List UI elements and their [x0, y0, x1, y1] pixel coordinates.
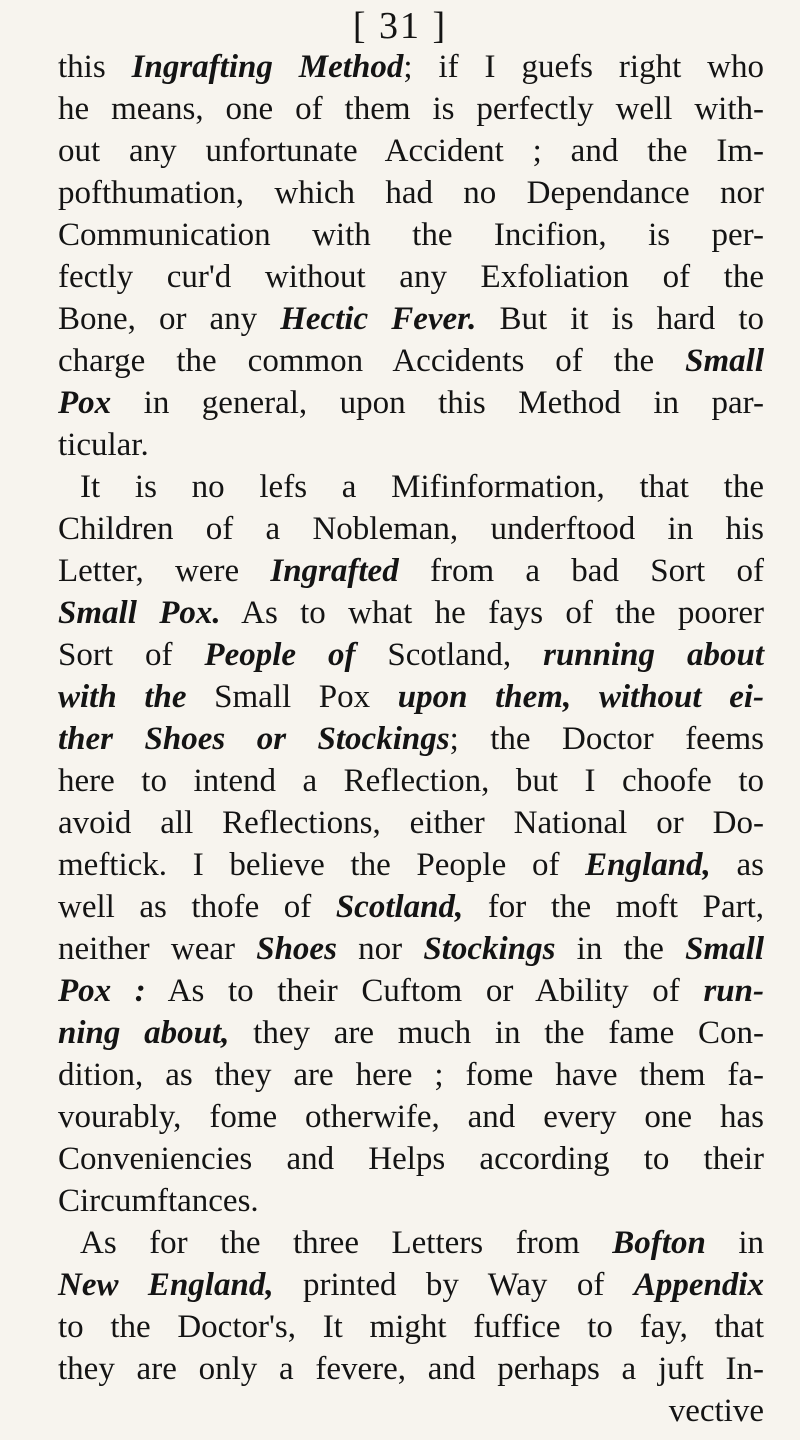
text-line	[58, 1138, 764, 1180]
italic-text: Bofton	[612, 1225, 706, 1261]
italic-text: Ingrafted	[270, 553, 399, 589]
roman-text: nor	[336, 931, 424, 967]
roman-text: meftick. I believe the People of	[58, 847, 586, 883]
roman-text: dition, as they are here ; fome have them fa-	[58, 1057, 764, 1093]
roman-text: ticular.	[58, 427, 149, 463]
text-line	[58, 46, 764, 88]
italic-text: Small	[685, 931, 764, 967]
roman-text: charge the common Accidents of the	[58, 343, 686, 379]
italic-text: Small	[685, 343, 764, 379]
roman-text: they are much in the fame Con-	[229, 1015, 764, 1051]
roman-text: here to intend a Reflection, but I choofe to	[58, 763, 764, 799]
roman-text: As for the three Letters from	[80, 1225, 613, 1261]
italic-text: upon them, without ei-	[397, 679, 765, 715]
text-line	[58, 1054, 764, 1096]
roman-text: As to their Cuftom or Ability of	[145, 973, 704, 1009]
text-line	[58, 1348, 764, 1390]
italic-text: New England,	[58, 1267, 274, 1303]
roman-text: as	[710, 847, 764, 883]
text-line	[58, 1180, 764, 1222]
roman-text: Small Pox	[186, 679, 398, 715]
roman-text: neither wear	[58, 931, 257, 967]
text-line	[58, 172, 764, 214]
text-line	[58, 844, 764, 886]
text-line	[58, 1012, 764, 1054]
text-line	[58, 550, 764, 592]
text-line	[58, 802, 764, 844]
italic-text: ning about,	[58, 1015, 230, 1051]
roman-text: well as thofe of	[58, 889, 336, 925]
roman-text: Letter, were	[58, 553, 271, 589]
page-number: [ 31 ]	[352, 5, 448, 47]
roman-text: avoid all Reflections, either National or Do-	[58, 805, 764, 841]
text-line	[58, 676, 764, 718]
text-line	[58, 886, 764, 928]
italic-text: Small Pox.	[58, 595, 221, 631]
text-line	[58, 718, 764, 760]
roman-text: they are only a fevere, and perhaps a juft In-	[58, 1351, 764, 1387]
italic-text: Hectic Fever.	[280, 301, 477, 337]
text-line	[58, 298, 764, 340]
text-line	[58, 928, 764, 970]
roman-text: from a bad Sort of	[398, 553, 764, 589]
roman-text: vective	[668, 1393, 764, 1429]
text-line	[58, 214, 764, 256]
roman-text: this	[58, 49, 132, 85]
italic-text: with the	[58, 679, 187, 715]
text-line	[58, 592, 764, 634]
italic-text: Appendix	[633, 1267, 764, 1303]
text-line	[58, 1222, 764, 1264]
roman-text: out any unfortunate Accident ; and the Im-	[58, 133, 764, 169]
roman-text: Communication with the Incifion, is per-	[58, 217, 764, 253]
roman-text: ; the Doctor feems	[449, 721, 764, 757]
italic-text: England,	[585, 847, 711, 883]
text-line	[58, 1096, 764, 1138]
text-line	[58, 382, 764, 424]
roman-text: printed by Way of	[273, 1267, 634, 1303]
text-line	[58, 466, 764, 508]
roman-text: for the moft Part,	[463, 889, 764, 925]
text-line	[58, 1306, 764, 1348]
italic-text: ther Shoes or Stockings	[58, 721, 450, 757]
text-line	[58, 508, 764, 550]
text-line	[58, 130, 764, 172]
italic-text: run-	[703, 973, 764, 1009]
text-line	[58, 760, 764, 802]
roman-text: vourably, fome otherwife, and every one has	[58, 1099, 764, 1135]
text-line	[58, 88, 764, 130]
italic-text: Pox :	[58, 973, 146, 1009]
roman-text: ; if I guefs right who	[403, 49, 765, 85]
roman-text: Circumftances.	[58, 1183, 259, 1219]
roman-text: Bone, or any	[58, 301, 281, 337]
roman-text: to the Doctor's, It might fuffice to fay, that	[58, 1309, 764, 1345]
italic-text: Stockings	[423, 931, 556, 967]
italic-text: Scotland,	[335, 889, 464, 925]
text-line	[58, 634, 764, 676]
italic-text: Ingrafting Method	[131, 49, 404, 85]
body-text	[58, 46, 764, 1432]
roman-text: Children of a Nobleman, underftood in his	[58, 511, 764, 547]
roman-text: It is no lefs a Mifinformation, that the	[80, 469, 764, 505]
roman-text: in the	[555, 931, 686, 967]
roman-text: pofthumation, which had no Dependance nor	[58, 175, 764, 211]
italic-text: running about	[543, 637, 765, 673]
roman-text: But it is hard to	[476, 301, 764, 337]
roman-text: he means, one of them is perfectly well with-	[58, 91, 764, 127]
text-line	[58, 1264, 764, 1306]
text-line	[58, 424, 764, 466]
italic-text: Pox	[58, 385, 112, 421]
text-line	[58, 340, 764, 382]
roman-text: As to what he fays of the poorer	[220, 595, 764, 631]
text-line	[58, 256, 764, 298]
roman-text: Sort of	[58, 637, 205, 673]
roman-text: in	[705, 1225, 764, 1261]
italic-text: People of	[204, 637, 356, 673]
roman-text: in general, upon this Method in par-	[111, 385, 764, 421]
text-line	[58, 1390, 764, 1432]
italic-text: Shoes	[256, 931, 337, 967]
roman-text: Conveniencies and Helps according to their	[58, 1141, 764, 1177]
roman-text: fectly cur'd without any Exfoliation of the	[58, 259, 764, 295]
text-line	[58, 970, 764, 1012]
roman-text: Scotland,	[355, 637, 544, 673]
